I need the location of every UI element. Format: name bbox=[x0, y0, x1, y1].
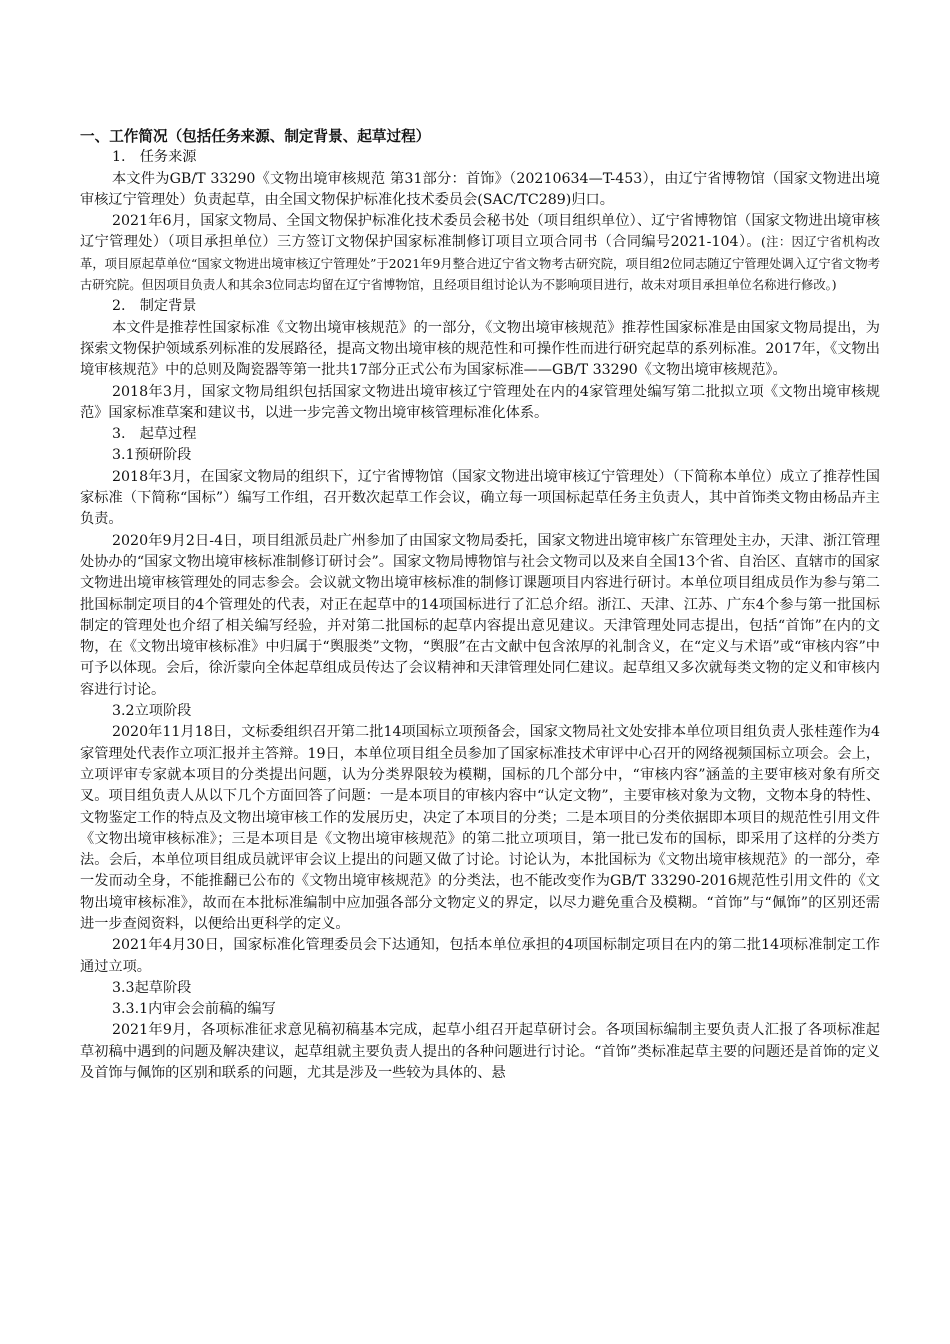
paragraph: 2020年9月2日-4日，项目组派员赴广州参加了由国家文物局委托，国家文物进出境审核广东管理处主办，天津、浙江管理处协办的“国家文物出境审核标准制修订研讨会”。国家文物局博物馆与社会文物司以及来自全国13个省、自治区、直辖市的国家文物进出境审核管理处的同志参会。会议就文物出境审核标准的制修订课题项目内容进行研讨。本单位项目组成员作为参与第二批国标制定项目的4个管理处的代表，对正在起草中的14项国标进行了汇总介绍。浙江、天津、江苏、广东4个参与第一批国标制定的管理处也介绍了相关编写经验，并对第二批国标的起草内容提出意见建议。天津管理处同志提出，包括“首饰”在内的文物，在《文物出境审核标准》中归属于“舆服类”文物，“舆服”在古文献中包含浓厚的礼制含义，在“定义与术语”或“审核内容”中可予以体现。会后，徐沂蒙向全体起草组成员传达了会议精神和天津管理处同仁建议。起草组又多次就每类文物的定义和审核内容进行讨论。 bbox=[80, 532, 880, 698]
section-heading: 一、工作简况（包括任务来源、制定背景、起草过程） bbox=[80, 128, 431, 145]
paragraph: 本文件为GB/T 33290《文物出境审核规范 第31部分：首饰》（20210634—T-453），由辽宁省博物馆（国家文物进出境审核辽宁管理处）负责起草，由全国文物保护标准化技术委员会(SAC/TC289)归口。 bbox=[80, 170, 880, 208]
subsection-title-drafting-process: 3. 起草过程 bbox=[112, 426, 197, 443]
paragraph-text: 2021年6月，国家文物局、全国文物保护标准化技术委员会秘书处（项目组织单位）、辽宁省博物馆（国家文物进出境审核辽宁管理处）（项目承担单位）三方签订文物保护国家标准制修订项目立项合同书（合同编号2021-104）。 bbox=[80, 213, 880, 251]
subsection-title-project-approval: 3.2立项阶段 bbox=[112, 703, 192, 720]
paragraph: 2018年3月，在国家文物局的组织下，辽宁省博物馆（国家文物进出境审核辽宁管理处）（下简称本单位）成立了推荐性国家标准（下简称“国标”）编写工作组，召开数次起草工作会议，确立每一项国标起草任务主负责人，其中首饰类文物由杨品卉主负责。 bbox=[80, 468, 880, 528]
subsection-title-pre-research: 3.1预研阶段 bbox=[112, 447, 192, 464]
paragraph: 2018年3月，国家文物局组织包括国家文物进出境审核辽宁管理处在内的4家管理处编写第二批拟立项《文物出境审核规范》国家标准草案和建议书，以进一步完善文物出境审核管理标准化体系。 bbox=[80, 383, 880, 421]
subsection-title-background: 2. 制定背景 bbox=[112, 298, 197, 315]
paragraph: 2021年4月30日，国家标准化管理委员会下达通知，包括本单位承担的4项国标制定项目在内的第二批14项标准制定工作通过立项。 bbox=[80, 937, 880, 975]
paragraph: 2020年11月18日，文标委组织召开第二批14项国标立项预备会，国家文物局社文处安排本单位项目组负责人张桂莲作为4家管理处代表作立项汇报并主答辩。19日，本单位项目组全员参加了国家标准技术审评中心召开的网络视频国标立项会。会上，立项评审专家就本项目的分类提出问题，认为分类界限较为模糊，国标的几个部分中，“审核内容”涵盖的主要审核对象有所交叉。项目组负责人从以下几个方面回答了问题：一是本项目的审核内容中“认定文物”，主要审核对象为文物，文物本身的特性、文物鉴定工作的特点及文物出境审核工作的发展历史，决定了本项目的分类；二是本项目的分类依据即本项目的规范性引用文件《文物出境审核标准》；三是本项目是《文物出境审核规范》的第二批立项项目，第一批已发布的国标，即采用了这样的分类方法。会后，本单位项目组成员就评审会议上提出的问题又做了讨论。讨论认为，本批国标为《文物出境审核规范》的一部分，牵一发而动全身，不能推翻已公布的《文物出境审核规范》的分类法，也不能改变作为GB/T 33290-2016规范性引用文件的《文物出境审核标准》，故而在本批标准编制中应加强各部分文物定义的界定，以尽力避免重合及模糊。“首饰”与“佩饰”的区别还需进一步查阅资料，以便给出更科学的定义。 bbox=[80, 724, 880, 932]
footnote-remark: (注：因辽宁省机构改革，项目原起草单位“国家文物进出境审核辽宁管理处”于2021年9月整合进辽宁省文物考古研究院，项目组2位同志随辽宁管理处调入辽宁省文物考古研究院。但因项目负责人和其余3位同志均留在辽宁省博物馆，且经项目组讨论认为不影响项目进行，故未对项目承担单位名称进行修改。) bbox=[80, 235, 880, 293]
paragraph: 本文件是推荐性国家标准《文物出境审核规范》的一部分，《文物出境审核规范》推荐性国家标准是由国家文物局提出，为探索文物保护领域系列标准的发展路径，提高文物出境审核的规范性和可操作性而进行研究起草的系列标准。2017年，《文物出境审核规范》中的总则及陶瓷器等第一批共17部分正式公布为国家标准——GB/T 33290《文物出境审核规范》。 bbox=[80, 319, 880, 379]
paragraph-with-note bbox=[80, 211, 880, 296]
subsection-title-task-source: 1. 任务来源 bbox=[112, 149, 197, 166]
document-body bbox=[80, 126, 880, 1084]
subsection-title-internal-review-draft: 3.3.1内审会会前稿的编写 bbox=[112, 1001, 276, 1018]
paragraph: 2021年9月，各项标准征求意见稿初稿基本完成，起草小组召开起草研讨会。各项国标编制主要负责人汇报了各项标准起草初稿中遇到的问题及解决建议，起草组就主要负责人提出的各种问题进行讨论。“首饰”类标准起草主要的问题还是首饰的定义及首饰与佩饰的区别和联系的问题，尤其是涉及一些较为具体的、悬 bbox=[80, 1022, 880, 1082]
subsection-title-drafting-stage: 3.3起草阶段 bbox=[112, 979, 192, 996]
